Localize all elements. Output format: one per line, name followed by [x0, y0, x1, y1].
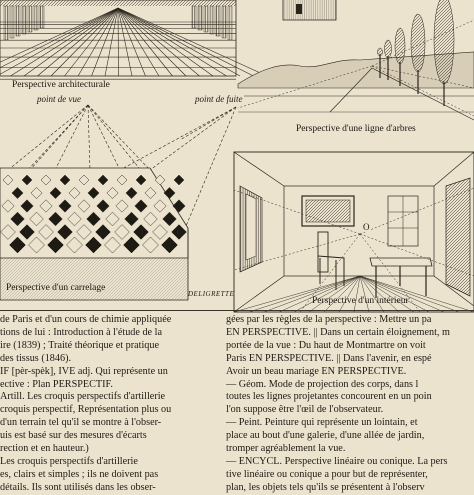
text-line: EN PERSPECTIVE. || Dans un certain éloignement, m — [226, 326, 450, 338]
text-line: ire (1839) ; Traité théorique et pratique — [0, 339, 159, 351]
caption-carrelage: Perspective d'un carrelage — [6, 283, 106, 293]
text-line: d'un terrain tel qu'il se montre à l'obser- — [0, 417, 162, 429]
caption-architecturale: Perspective architecturale — [12, 80, 110, 90]
caption-interieur: Perspective d'un intérieur — [312, 296, 409, 306]
text-line: tive linéaire ou conique a pour but de représenter, — [226, 468, 428, 480]
text-line: Artill. Les croquis perspectifs d'artillerie — [0, 391, 166, 403]
caption-arbres: Perspective d'une ligne d'arbres — [296, 124, 416, 134]
text-line: de Paris et d'un cours de chimie appliquée — [0, 314, 172, 325]
text-divider — [0, 310, 474, 311]
text-line: croquis perspectif, Représentation plus ou — [0, 404, 172, 416]
text-line: — Peint. Peinture qui représente un lointain, et — [226, 417, 418, 429]
text-line: es, clairs et simples ; ils ne doivent pas — [0, 468, 159, 480]
text-line: rection et en hauteur.) — [0, 443, 89, 455]
text-line: IF [pèr-spèk], IVE adj. Qui représente un — [0, 365, 168, 377]
text-line: détails. Ils sont utilisés dans les obser- — [0, 481, 156, 493]
text-line: des tissus (1846). — [0, 352, 72, 364]
figure-carrelage — [0, 105, 236, 300]
text-line: uis est basé sur des mesures d'écarts — [0, 430, 147, 442]
label-point-de-fuite: point de fuite — [195, 94, 243, 104]
text-line: plan, les objets tels qu'ils se présentent à l'observ — [226, 481, 425, 493]
text-line: Avoir un beau mariage EN PERSPECTIVE. — [226, 365, 407, 377]
text-line: tions de lui : Introduction à l'étude de la — [0, 326, 162, 338]
text-line: Paris EN PERSPECTIVE. || Dans l'avenir, en espé — [226, 352, 432, 364]
text-line: gées par les règles de la perspective : Mettre un pa — [226, 314, 432, 325]
figure-arbres — [238, 0, 474, 120]
text-line: toutes les lignes projetantes concourent en un poin — [226, 391, 432, 403]
label-point-o: O — [363, 222, 370, 232]
figure-architecturale — [0, 0, 267, 79]
text-column-left — [0, 314, 212, 493]
text-line: tromper agréablement la vue. — [226, 443, 346, 455]
text-line: — Géom. Mode de projection des corps, dans l — [226, 378, 419, 390]
text-line: ective : Plan PERSPECTIF. — [0, 378, 113, 390]
text-line: l'on suppose être l'œil de l'observateur. — [226, 404, 384, 416]
engraver-signature: DELIGRETTE — [188, 290, 235, 298]
text-line: Les croquis perspectifs d'artillerie — [0, 455, 138, 467]
text-line: — ENCYCL. Perspective linéaire ou conique. La pers — [226, 455, 448, 467]
text-column-right — [226, 314, 474, 493]
figure-interieur — [234, 152, 474, 312]
text-line: portée de la vue : Du haut de Montmartre on voit — [226, 339, 426, 351]
label-point-de-vue: point de vue — [37, 94, 81, 104]
text-line: place au bout d'une galerie, d'une allée de jardin, — [226, 430, 425, 442]
